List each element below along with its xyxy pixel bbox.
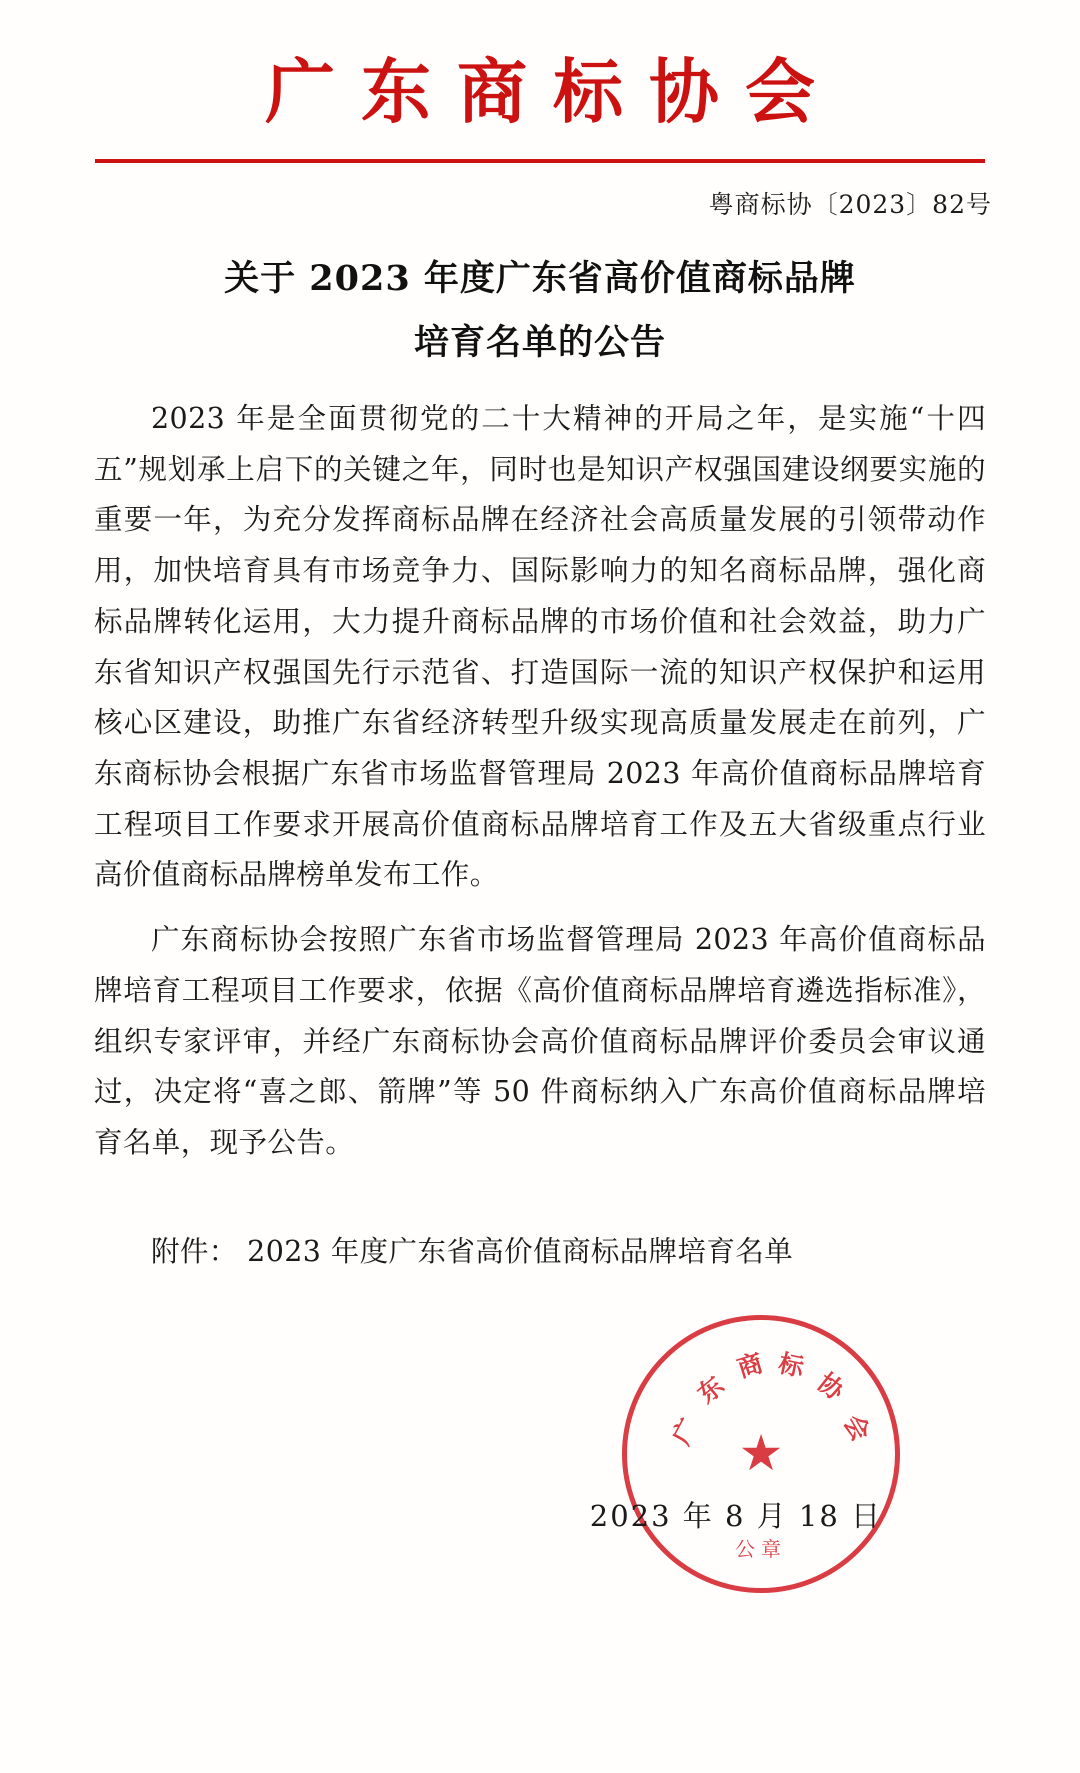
- attachment-line: 附件： 2023 年度广东省高价值商标品牌培育名单: [151, 1234, 794, 1268]
- seal-char-5: 协: [812, 1367, 852, 1407]
- seal-star-icon: ★: [738, 1424, 784, 1482]
- signature-date: 2023 年 8 月 18 日: [589, 1499, 882, 1533]
- seal-char-1: 广: [666, 1411, 705, 1450]
- page-title: [70, 247, 1010, 377]
- letterhead: [70, 0, 1010, 163]
- document-number: 粤商标协〔2023〕82号: [708, 189, 992, 219]
- seal-char-3: 商: [733, 1347, 769, 1384]
- document-body: [70, 394, 1010, 1169]
- body-paragraph-1: 2023 年是全面贯彻党的二十大精神的开局之年，是实施“十四五”规划承上启下的关键之年，同时也是知识产权强国建设纲要实施的重要一年，为充分发挥商标品牌在经济社会高质量发展的引领带动作用，加快培育具有市场竞争力、国际影响力的知名商标品牌，强化商标品牌转化运用，大力提升商标品牌的市场价值和社会效益，助力广东省知识产权强国先行示范省、打造国际一流的知识产权保护和运用核心区建设，助推广东省经济转型升级实现高质量发展走在前列，广东商标协会根据广东省市场监督管理局 2023 年高价值商标品牌培育工程项目工作要求开展高价值商标品牌培育工作及五大省级重点行业高价值商标品牌榜单发布工作。: [94, 402, 986, 892]
- signature-block: [540, 1323, 960, 1623]
- seal-bottom-text: 公章: [735, 1537, 787, 1561]
- seal-char-4: 标: [775, 1348, 809, 1383]
- issuing-organization-title: 广东商标协会: [265, 50, 841, 133]
- body-paragraph-2: 广东商标协会按照广东省市场监督管理局 2023 年高价值商标品牌培育工程项目工作要求，依据《高价值商标品牌培育遴选指标准》，组织专家评审，并经广东商标协会高价值商标品牌评价委员会审议通过，决定将“喜之郎、箭牌”等 50 件商标纳入广东高价值商标品牌培育名单，现予公告。: [94, 923, 986, 1160]
- seal-char-2: 东: [691, 1369, 732, 1409]
- letterhead-red-rule: [95, 159, 985, 163]
- page-title-line-1: 关于 2023 年度广东省高价值商标品牌: [224, 257, 856, 299]
- official-seal: [622, 1315, 900, 1593]
- seal-char-6: 会: [837, 1409, 877, 1448]
- page-title-line-2: 培育名单的公告: [413, 322, 666, 364]
